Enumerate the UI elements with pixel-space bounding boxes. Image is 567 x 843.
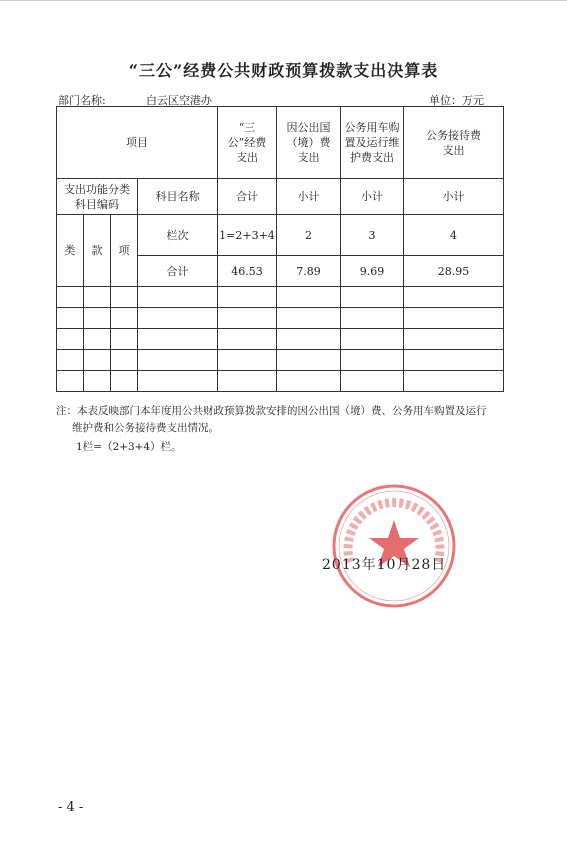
column-order-label: 栏次 bbox=[138, 215, 218, 256]
empty-row bbox=[57, 350, 504, 371]
empty-row bbox=[57, 308, 504, 329]
empty-row bbox=[57, 329, 504, 350]
budget-table bbox=[56, 106, 504, 392]
page-number: - 4 - bbox=[58, 800, 84, 815]
top-border bbox=[0, 0, 567, 1]
notes bbox=[56, 403, 511, 456]
unit-label: 单位：万元 bbox=[429, 94, 484, 107]
column-no: 2 bbox=[277, 215, 341, 256]
column-no: 3 bbox=[341, 215, 404, 256]
official-seal-icon bbox=[330, 482, 458, 610]
class-kuan: 款 bbox=[84, 215, 111, 287]
subtotal-reception: 小计 bbox=[404, 179, 504, 215]
header-vehicle: 公务用车购置及运行维护费支出 bbox=[341, 107, 404, 179]
note-line-1: 注：本表反映部门本年度用公共财政预算拨款安排的因公出国（境）费、公务用车购置及运行 bbox=[56, 405, 487, 417]
sum-value: 7.89 bbox=[277, 256, 341, 287]
sum-row-label: 合计 bbox=[138, 256, 218, 287]
note-line-3: 1栏=（2+3+4）栏。 bbox=[76, 441, 182, 453]
header-sangong: “三公”经费支出 bbox=[218, 107, 277, 179]
column-no: 4 bbox=[404, 215, 504, 256]
date: 2013年10月28日 bbox=[322, 557, 447, 573]
sum-value: 28.95 bbox=[404, 256, 504, 287]
class-xiang: 项 bbox=[111, 215, 138, 287]
total-label: 合计 bbox=[218, 179, 277, 215]
department-value: 白云区空港办 bbox=[146, 94, 212, 107]
class-lei: 类 bbox=[57, 215, 84, 287]
note-line-2: 维护费和公务接待费支出情况。 bbox=[72, 422, 219, 434]
sum-value: 46.53 bbox=[218, 256, 277, 287]
subject-name: 科目名称 bbox=[138, 179, 218, 215]
header-reception: 公务接待费 支出 bbox=[404, 107, 504, 179]
column-number-row bbox=[57, 215, 504, 256]
subheader-row bbox=[57, 179, 504, 215]
subtotal-abroad: 小计 bbox=[277, 179, 341, 215]
code-label: 支出功能分类科目编码 bbox=[57, 179, 138, 215]
subtotal-vehicle: 小计 bbox=[341, 179, 404, 215]
empty-row bbox=[57, 371, 504, 392]
header-row bbox=[57, 107, 504, 179]
column-no: 1=2+3+4 bbox=[218, 215, 277, 256]
page-title: “三公”经费公共财政预算拨款支出决算表 bbox=[128, 61, 439, 80]
empty-row bbox=[57, 287, 504, 308]
header-item: 项目 bbox=[57, 107, 218, 179]
header-abroad: 因公出国（境）费支出 bbox=[277, 107, 341, 179]
sum-value: 9.69 bbox=[341, 256, 404, 287]
department-label-text: 部门名称: bbox=[58, 94, 106, 107]
